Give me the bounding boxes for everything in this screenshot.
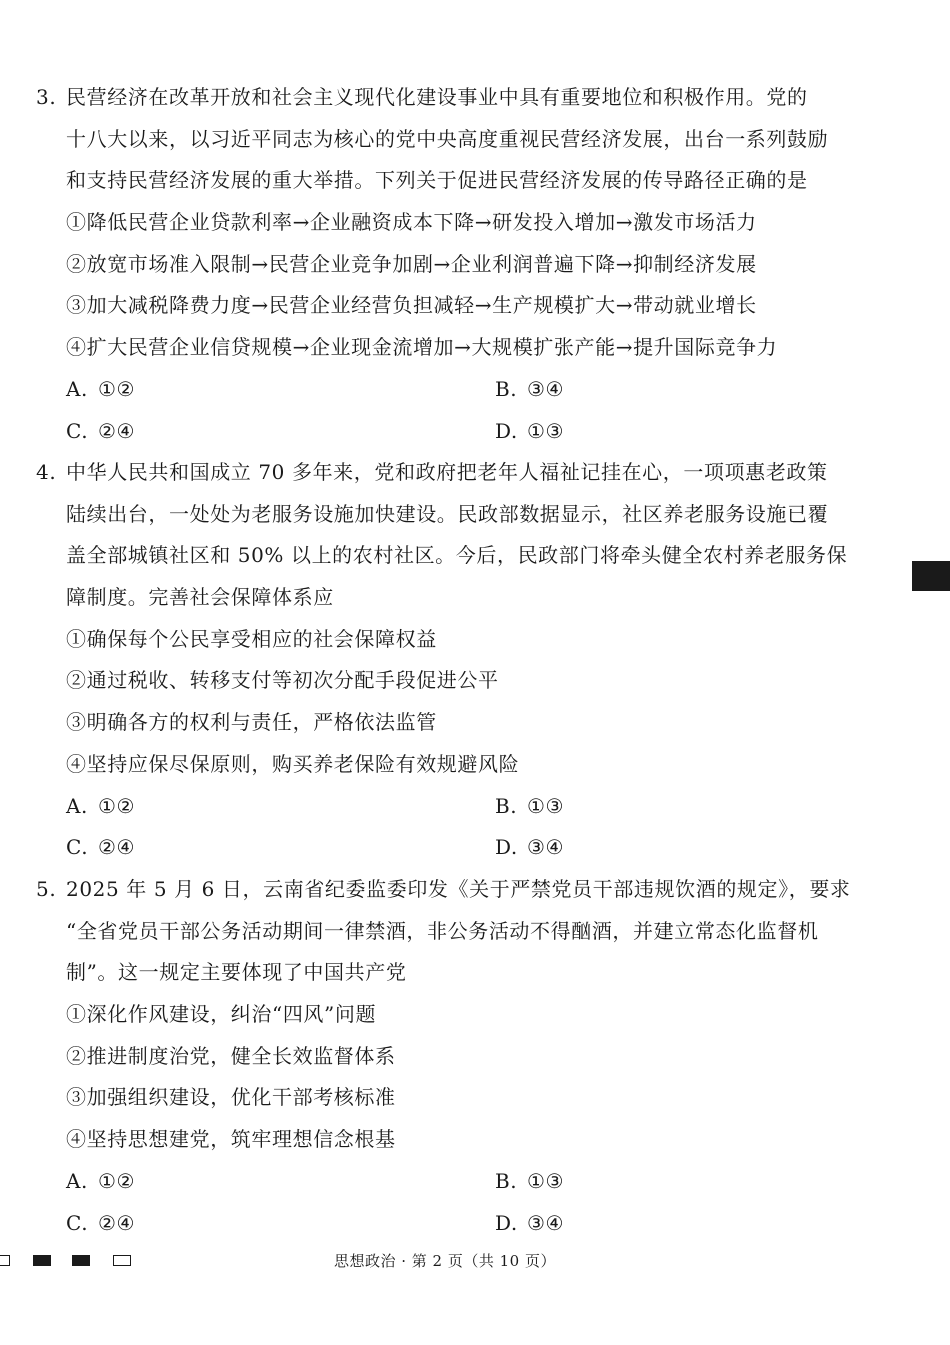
answer-letter: C. — [66, 1210, 89, 1235]
question-stem-line: 十八大以来，以习近平同志为核心的党中央高度重视民营经济发展，出台一系列鼓励 — [66, 126, 829, 151]
option-line: ③明确各方的权利与责任，严格依法监管 — [66, 710, 437, 735]
answer-letter: A. — [66, 793, 89, 818]
answer-choice-d[interactable]: D. ③④ — [495, 827, 564, 869]
question-stem-line: 和支持民营经济发展的重大举措。下列关于促进民营经济发展的传导路径正确的是 — [66, 168, 808, 193]
question-stem-line: “全省党员干部公务活动期间一律禁酒，非公务活动不得酗酒，并建立常态化监督机 — [66, 918, 819, 943]
answer-choice-c[interactable]: C. ②④ — [66, 1203, 135, 1245]
option-line: ①确保每个公民享受相应的社会保障权益 — [66, 626, 437, 651]
option-line: ②通过税收、转移支付等初次分配手段促进公平 — [66, 668, 499, 693]
answer-choices — [36, 1161, 866, 1244]
question-4 — [36, 452, 866, 869]
answer-letter: D. — [495, 418, 518, 443]
option-line: ①降低民营企业贷款利率→企业融资成本下降→研发投入增加→激发市场活力 — [66, 210, 757, 235]
answer-choice-c[interactable]: C. ②④ — [66, 411, 135, 453]
question-stem-line: 制”。这一规定主要体现了中国共产党 — [66, 960, 407, 985]
answer-letter: C. — [66, 418, 89, 443]
answer-choice-b[interactable]: B. ③④ — [495, 369, 564, 411]
question-stem-line: 陆续出台，一处处为老服务设施加快建设。民政部数据显示，社区养老服务设施已覆 — [66, 501, 829, 526]
question-5 — [36, 869, 866, 1244]
option-line: ③加大减税降费力度→民营企业经营负担减轻→生产规模扩大→带动就业增长 — [66, 293, 757, 318]
option-line: ④坚持思想建党，筑牢理想信念根基 — [66, 1127, 396, 1152]
answer-letter: D. — [495, 835, 518, 860]
question-stem-line: 3. 民营经济在改革开放和社会主义现代化建设事业中具有重要地位和积极作用。党的 — [36, 77, 866, 119]
answer-letter: A. — [66, 1168, 89, 1193]
answer-letter: D. — [495, 1210, 518, 1235]
answer-choices — [36, 369, 866, 452]
answer-choice-d[interactable]: D. ③④ — [495, 1203, 564, 1245]
answer-choice-c[interactable]: C. ②④ — [66, 827, 135, 869]
side-tab-marker — [912, 561, 950, 591]
answer-choice-b[interactable]: B. ①③ — [495, 1161, 564, 1203]
answer-choice-a[interactable]: A. ①② — [66, 786, 135, 828]
answer-choice-a[interactable]: A. ①② — [66, 369, 135, 411]
page-footer: 思想政治 · 第 2 页（共 10 页） — [333, 1252, 556, 1270]
option-line: ①深化作风建设，纠治“四风”问题 — [66, 1002, 377, 1027]
answer-letter: B. — [495, 376, 518, 401]
question-stem-line: 障制度。完善社会保障体系应 — [66, 585, 334, 610]
answer-letter: B. — [495, 1168, 518, 1193]
answer-letter: C. — [66, 835, 89, 860]
option-line: ③加强组织建设，优化干部考核标准 — [66, 1085, 396, 1110]
question-stem-line: 5. 2025 年 5 月 6 日，云南省纪委监委印发《关于严禁党员干部违规饮酒的规定》，要求 — [36, 869, 866, 911]
option-line: ②推进制度治党，健全长效监督体系 — [66, 1043, 396, 1068]
answer-choice-b[interactable]: B. ①③ — [495, 786, 564, 828]
option-line: ②放宽市场准入限制→民营企业竞争加剧→企业利润普遍下降→抑制经济发展 — [66, 251, 757, 276]
answer-choice-d[interactable]: D. ①③ — [495, 411, 564, 453]
option-line: ④扩大民营企业信贷规模→企业现金流增加→大规模扩张产能→提升国际竞争力 — [66, 335, 778, 360]
option-line: ④坚持应保尽保原则，购买养老保险有效规避风险 — [66, 751, 520, 776]
answer-choices — [36, 786, 866, 869]
question-3 — [36, 77, 866, 452]
answer-choice-a[interactable]: A. ①② — [66, 1161, 135, 1203]
question-stem-line: 4. 中华人民共和国成立 70 多年来，党和政府把老年人福祉记挂在心，一项项惠老政策 — [36, 452, 866, 494]
question-number: 5. — [36, 877, 57, 901]
answer-letter: A. — [66, 376, 89, 401]
answer-letter: B. — [495, 793, 518, 818]
question-stem-line: 盖全部城镇社区和 50% 以上的农村社区。今后，民政部门将牵头健全农村养老服务保 — [66, 543, 848, 568]
question-number: 3. — [36, 85, 57, 109]
question-number: 4. — [36, 460, 57, 484]
